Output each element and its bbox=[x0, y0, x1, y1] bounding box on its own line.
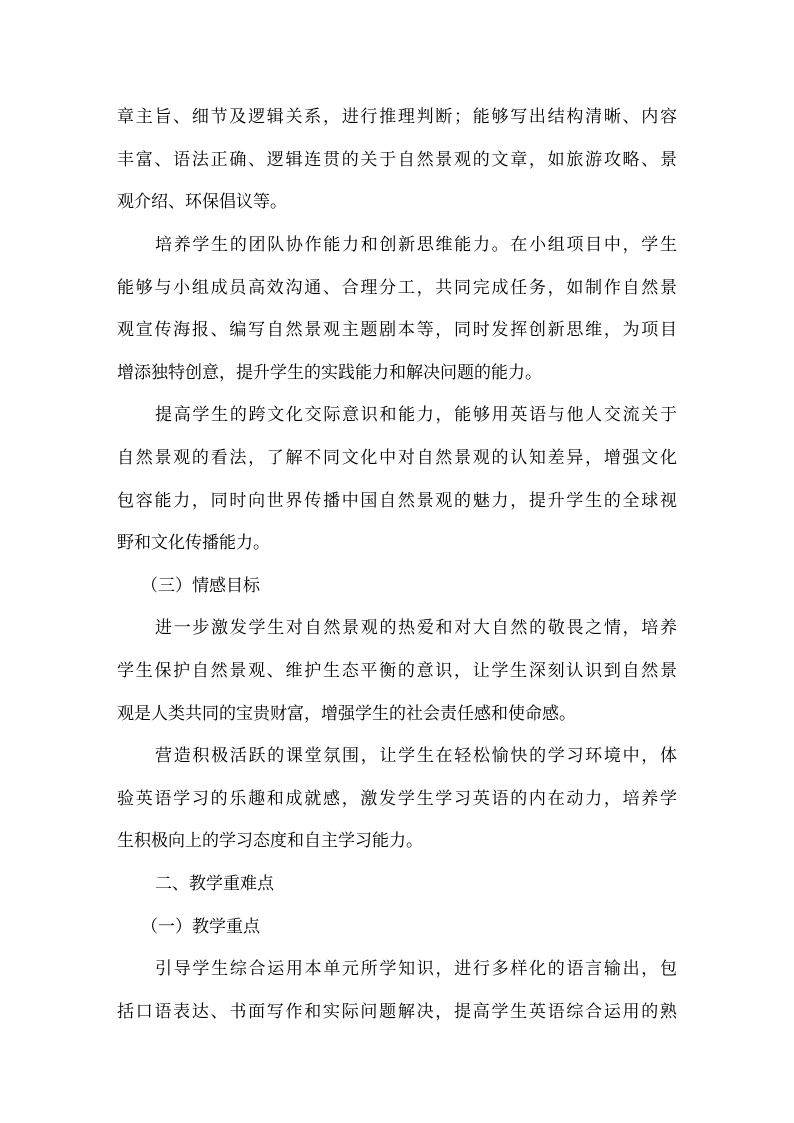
paragraph-line: 营造积极活跃的课堂氛围，让学生在轻松愉快的学习环境中，体 bbox=[155, 746, 677, 766]
paragraph-line: 丰富、语法正确、逻辑连贯的关于自然景观的文章，如旅游攻略、景 bbox=[117, 150, 677, 170]
paragraph-line: 括口语表达、书面写作和实际问题解决，提高学生英语综合运用的熟 bbox=[117, 1002, 677, 1022]
paragraph-line: 观是人类共同的宝贵财富，增强学生的社会责任感和使命感。 bbox=[117, 704, 576, 724]
paragraph-line: 观介绍、环保倡议等。 bbox=[117, 192, 287, 212]
section-heading: （三）情感目标 bbox=[141, 576, 260, 596]
paragraph-line: 自然景观的看法，了解不同文化中对自然景观的认知差异，增强文化 bbox=[117, 448, 677, 468]
paragraph-line: 验英语学习的乐趣和成就感，激发学生学习英语的内在动力，培养学 bbox=[117, 789, 677, 809]
section-heading: 二、教学重难点 bbox=[155, 874, 274, 894]
paragraph-line: 引导学生综合运用本单元所学知识，进行多样化的语言输出，包 bbox=[155, 959, 677, 979]
paragraph-line: 章主旨、细节及逻辑关系，进行推理判断；能够写出结构清晰、内容 bbox=[117, 107, 677, 127]
paragraph-line: 能够与小组成员高效沟通、合理分工，共同完成任务，如制作自然景 bbox=[117, 278, 677, 298]
paragraph-line: 观宣传海报、编写自然景观主题剧本等，同时发挥创新思维，为项目 bbox=[117, 320, 677, 340]
paragraph-line: 培养学生的团队协作能力和创新思维能力。在小组项目中，学生 bbox=[155, 235, 677, 255]
paragraph-line: 学生保护自然景观、维护生态平衡的意识，让学生深刻认识到自然景 bbox=[117, 661, 677, 681]
paragraph-line: 提高学生的跨文化交际意识和能力，能够用英语与他人交流关于 bbox=[155, 405, 677, 425]
paragraph-line: 进一步激发学生对自然景观的热爱和对大自然的敬畏之情，培养 bbox=[155, 618, 677, 638]
paragraph-line: 包容能力，同时向世界传播中国自然景观的魅力，提升学生的全球视 bbox=[117, 491, 677, 511]
paragraph-line: 增添独特创意，提升学生的实践能力和解决问题的能力。 bbox=[117, 363, 542, 383]
paragraph-line: 生积极向上的学习态度和自主学习能力。 bbox=[117, 831, 423, 851]
subsection-heading: （一）教学重点 bbox=[141, 917, 260, 937]
paragraph-line: 野和文化传播能力。 bbox=[117, 533, 270, 553]
